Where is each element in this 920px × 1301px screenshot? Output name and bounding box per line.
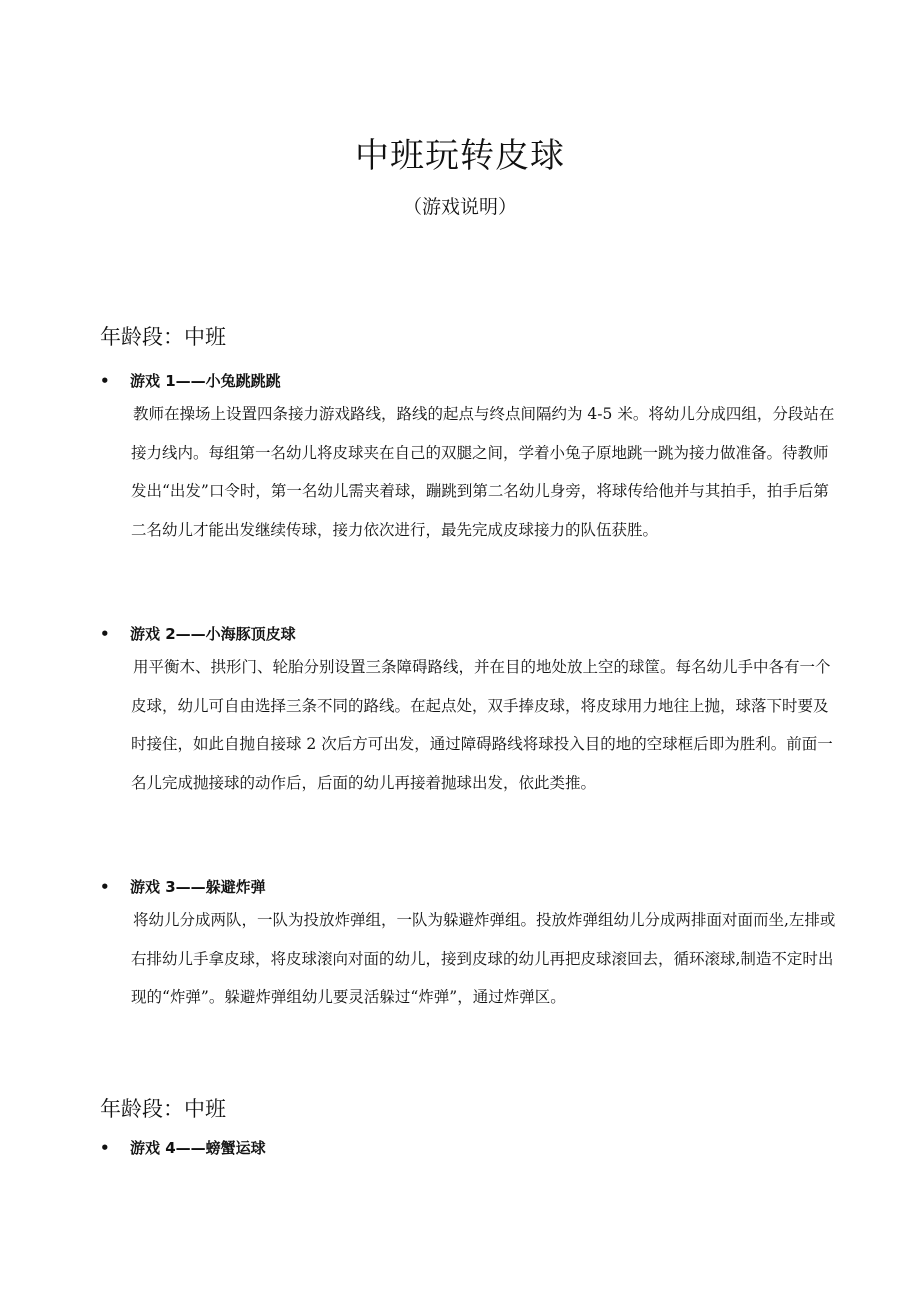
game-1-title: [100, 370, 281, 392]
game-3-title: [100, 876, 266, 898]
document-subtitle: （游戏说明）: [402, 196, 517, 218]
document-title: 中班玩转皮球: [355, 136, 565, 176]
game-2-description: 用平衡木、拱形门、轮胎分别设置三条障碍路线，并在目的地处放上空的球筐。每名幼儿手中各有一个皮球，幼儿可自由选择三条不同的路线。在起点处，双手捧皮球，将皮球用力地往上抛，球落下时要及时接住，如此自抛自接球 2 次后方可出发，通过障碍路线将球投入目的地的空球框后即为胜利。前面一名儿完成抛接球的动作后，后面的幼儿再接着抛球出发，依此类推。: [131, 658, 833, 792]
age-group-heading: 年龄段：中班: [100, 325, 226, 349]
bullet-icon: •: [100, 1139, 110, 1157]
game-2-title: [100, 623, 296, 645]
game-2-title-text: 游戏 2——小海豚顶皮球: [130, 625, 296, 643]
age-group-heading: 年龄段：中班: [100, 1097, 226, 1121]
game-1-title-text: 游戏 1——小兔跳跳跳: [130, 372, 281, 390]
game-1-description: 教师在操场上设置四条接力游戏路线，路线的起点与终点间隔约为 4-5 米。将幼儿分成四组，分段站在接力线内。每组第一名幼儿将皮球夹在自己的双腿之间，学着小兔子原地跳一跳为接力做准备。待教师发出“出发”口令时，第一名幼儿需夹着球，蹦跳到第二名幼儿身旁，将球传给他并与其拍手，拍手后第二名幼儿才能出发继续传球，接力依次进行，最先完成皮球接力的队伍获胜。: [131, 405, 835, 539]
game-3-description: 将幼儿分成两队，一队为投放炸弹组，一队为躲避炸弹组。投放炸弹组幼儿分成两排面对面而坐,左排或右排幼儿手拿皮球，将皮球滚向对面的幼儿，接到皮球的幼儿再把皮球滚回去，循环滚球,制造不定时出现的“炸弹”。躲避炸弹组幼儿要灵活躲过“炸弹”，通过炸弹区。: [131, 911, 836, 1006]
game-4-title-text: 游戏 4——螃蟹运球: [130, 1139, 266, 1157]
bullet-icon: •: [100, 878, 110, 896]
game-3-title-text: 游戏 3——躲避炸弹: [130, 878, 266, 896]
game-4-title: [100, 1137, 266, 1159]
bullet-icon: •: [100, 625, 110, 643]
bullet-icon: •: [100, 372, 110, 390]
